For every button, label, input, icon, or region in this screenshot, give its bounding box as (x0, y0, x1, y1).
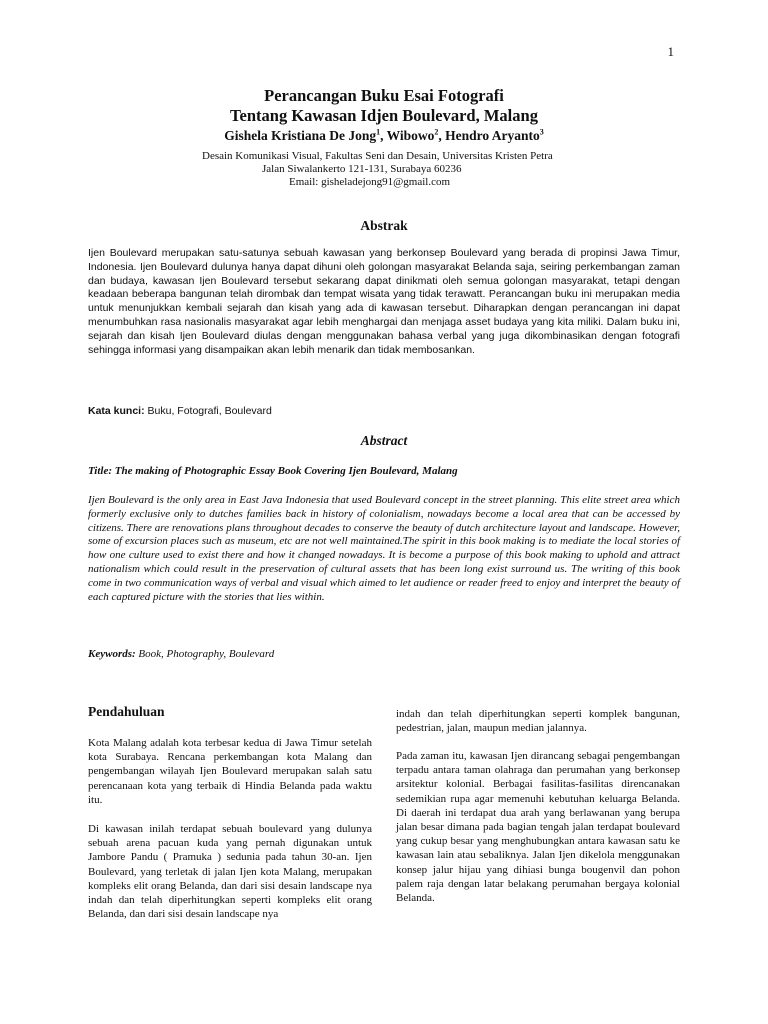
section-heading-pendahuluan: Pendahuluan (88, 704, 165, 719)
abstract-heading: Abstract (360, 433, 408, 448)
kata-kunci-values: Buku, Fotografi, Boulevard (144, 405, 272, 417)
author-name: Gishela Kristiana De Jong (224, 128, 377, 143)
author-separator: , (438, 128, 446, 143)
abstrak-heading: Abstrak (360, 218, 408, 233)
kata-kunci-label: Kata kunci: (88, 405, 145, 417)
body-paragraph: Kota Malang adalah kota terbesar kedua di Jawa Timur setelah kota Surabaya. Rencana perkembangan kota Malang dan pengembangan wilayah Ijen Boulevard merupakan salah satu perencanaan kota yang terbaik di Hindia Belanda pada waktu itu. (88, 737, 372, 806)
body-paragraph: indah dan telah diperhitungkan seperti komplek bangunan, pedestrian, jalan, maupun median jalannya. (396, 708, 680, 735)
author-affiliation-mark: 3 (539, 127, 544, 137)
keywords-values: Book, Photography, Boulevard (135, 648, 275, 660)
keywords-line (88, 648, 274, 660)
author-email: Email: gisheladejong91@gmail.com (289, 176, 451, 188)
abstract-title: Title: The making of Photographic Essay Book Covering Ijen Boulevard, Malang (88, 465, 458, 477)
paper-title-line-2: Tentang Kawasan Idjen Boulevard, Malang (230, 106, 538, 125)
body-paragraph: Di kawasan inilah terdapat sebuah boulevard yang dulunya sebuah arena pacuan kuda yang pernah digunakan untuk Jambore Pandu ( Pramuka ) sedunia pada tahun 30-an. Ijen Boulevard, yang terletak di jalan Ijen kota Malang, merupakan kompleks elit orang Belanda, dan dari sisi desain landscape nya indah dan telah diperhitungkan seperti kompleks elit orang Belanda, dan dari sisi desain landscape nya (88, 823, 372, 921)
page-number: 1 (667, 44, 674, 59)
author-list (0, 128, 768, 144)
author-affiliation-mark: 1 (376, 127, 381, 137)
kata-kunci-line (88, 405, 272, 417)
affiliation-department: Desain Komunikasi Visual, Fakultas Seni dan Desain, Universitas Kristen Petra (202, 150, 553, 162)
paper-title-line-1: Perancangan Buku Esai Fotografi (264, 86, 504, 105)
abstrak-text: Ijen Boulevard merupakan satu-satunya sebuah kawasan yang berkonsep Boulevard yang berada di propinsi Jawa Timur, Indonesia. Ijen Boulevard dulunya hanya dapat dihuni oleh golongan masyarakat Belanda saja, seiring perkembangan zaman dan budaya, kawasan Ijen Boulevard tersebut sekarang dapat dinikmati oleh semua golongan masyarakat, tetapi dengan keadaan beberapa bangunan telah dirombak dan tempat wisata yang tidak terawatt. Perancangan buku ini merupakan media untuk menunjukkan kembali sejarah dan kisah yang ada di kawasan tersebut. Diharapkan dengan perancangan ini dapat menumbuhkan rasa nasionalis masyarakat agar lebih menghargai dan menjaga asset budaya yang kita miliki. Dalam buku ini, sejarah dan kisah Ijen Boulevard diulas dengan menggunakan bahasa verbal yang juga dikombinasikan dengan fotografi sehingga informasi yang disampaikan akan lebih menarik dan tidak membosankan. (88, 247, 680, 356)
keywords-label: Keywords: (88, 648, 136, 660)
author-name: Hendro Aryanto (445, 128, 540, 143)
author-separator: , (380, 128, 387, 143)
author-affiliation-mark: 2 (434, 127, 439, 137)
author-name: Wibowo (386, 128, 435, 143)
abstract-text: Ijen Boulevard is the only area in East Java Indonesia that used Boulevard concept in the street planning. This elite street area which formerly exclusive only to dutches families back in history of colonialism, nowadays become a local area that can be accessed by citizens. There are renovations plans throughout decades to conserve the beauty of dutch architecture layout and landscape. However, some of excursion places such as museum, etc are not well maintained.The spirit in this book making is to mediate the local stories of how one culture used to exist there and how it changed nowadays. It is become a purpose of this book making to uphold and attract nationalism which could result in the preservation of cultural assets that has been long exist surround us. The writing of this book come in two communication ways of verbal and visual which aimed to let audience or reader freed to enjoy and interpret the beauty of each captured picture with the stories that lies within. (88, 494, 680, 603)
affiliation-address: Jalan Siwalankerto 121-131, Surabaya 60236 (262, 163, 462, 175)
body-paragraph: Pada zaman itu, kawasan Ijen dirancang sebagai pengembangan terpadu antara taman olahraga dan perumahan yang berkonsep arsitektur kolonial. Berbagai fasilitas-fasilitas direncanakan sedemikian rupa agar memenuhi kebutuhan keluarga Belanda. Di daerah ini terdapat dua arah yang berlawanan yang berupa jalan besar dimana pada bagian tengah jalan terdapat boulevard yang cukup besar yang menghubungkan antara kawasan satu ke kawasan lain atau sebaliknya. Jalan Ijen dikelola menggunakan konsep jalur hijau yang dihiasi bunga bougenvil dan pohon palem raja dengan latar belakang perumahan bergaya kolonial Belanda. (396, 750, 680, 905)
